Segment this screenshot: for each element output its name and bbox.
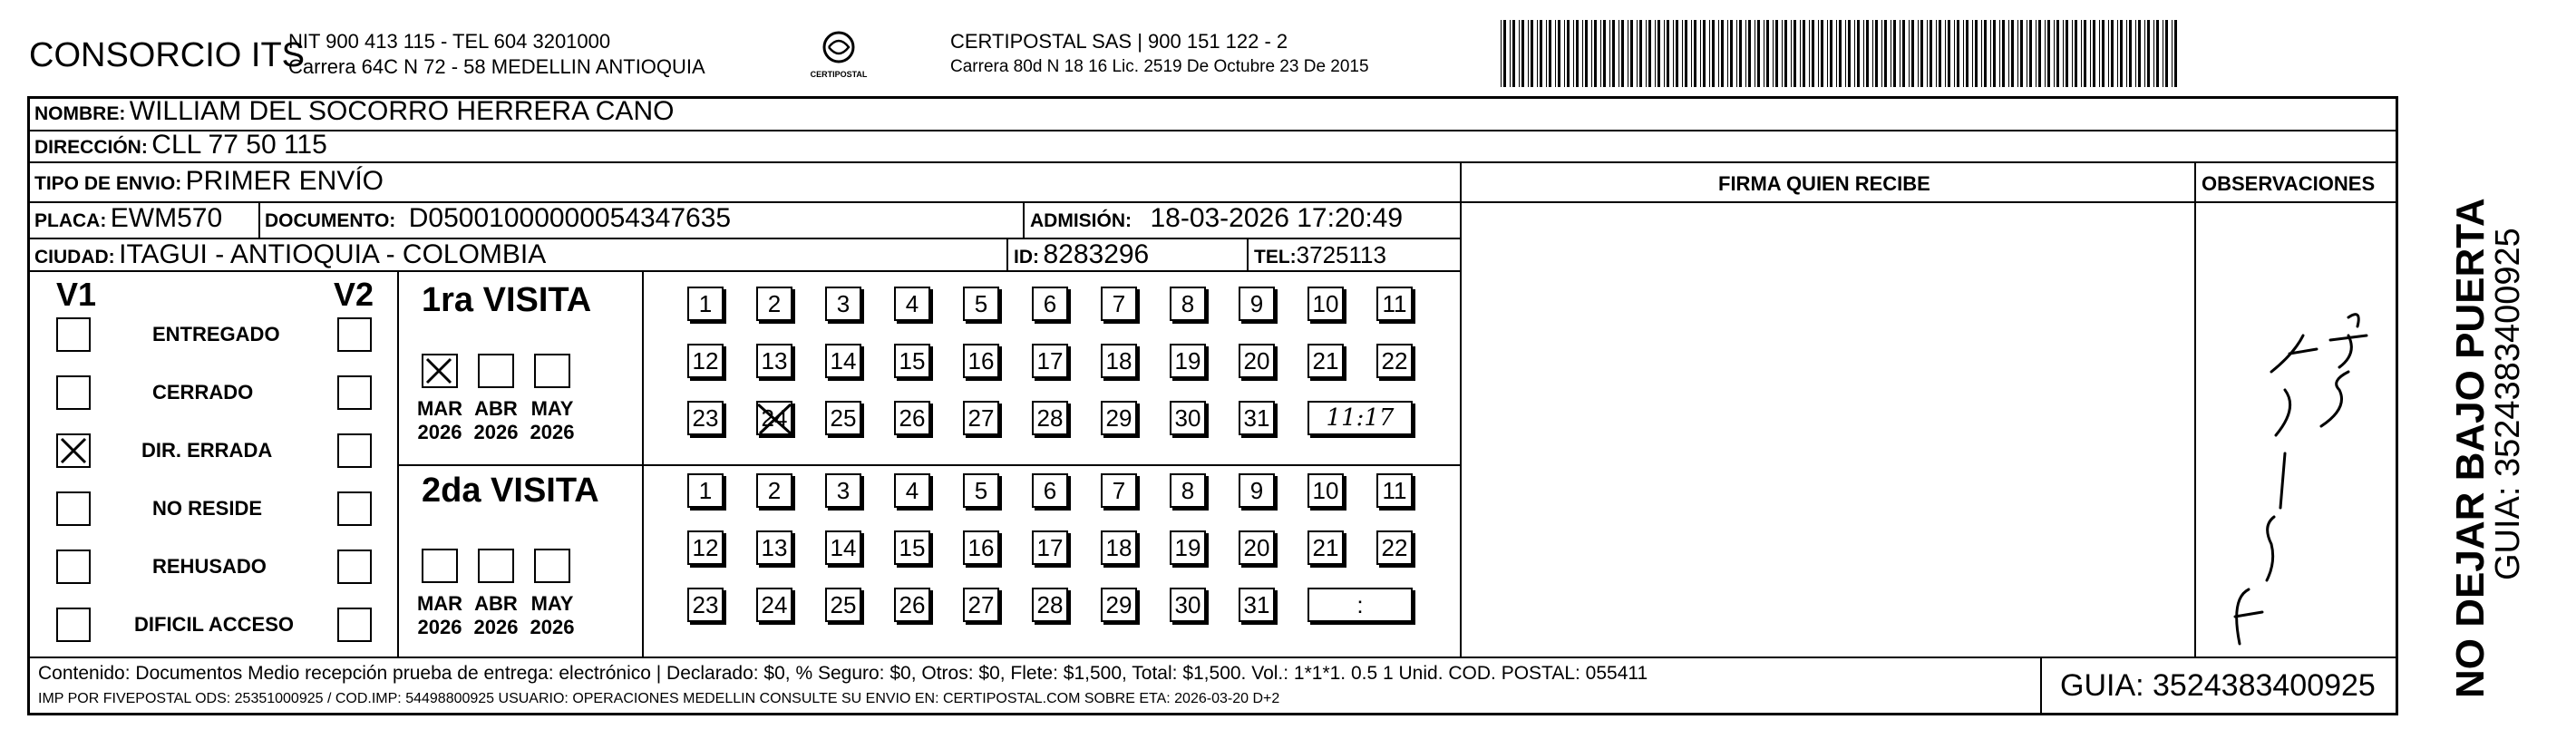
day-number: 27 xyxy=(967,590,995,618)
day-number: 18 xyxy=(1105,533,1132,561)
day-number: 19 xyxy=(1174,346,1201,374)
day-box[interactable] xyxy=(1101,473,1137,508)
tel-value: 3725113 xyxy=(1296,241,1386,268)
day-number: 13 xyxy=(761,533,788,561)
day-number: 8 xyxy=(1181,476,1195,504)
direccion-value: CLL 77 50 115 xyxy=(151,130,327,160)
row-divider xyxy=(27,130,2398,131)
day-number: 27 xyxy=(967,404,995,432)
nombre-field xyxy=(34,96,674,127)
handwritten-signature xyxy=(2212,299,2376,653)
v2-checkbox[interactable] xyxy=(337,608,372,642)
footer-divider xyxy=(27,657,2398,658)
col-divider xyxy=(397,270,399,657)
day-box[interactable] xyxy=(1239,530,1275,565)
tel-field xyxy=(1254,241,1386,269)
day-number: 5 xyxy=(974,476,988,504)
day-number: 10 xyxy=(1312,289,1339,317)
direccion-label: DIRECCIÓN: xyxy=(34,137,148,158)
v1-checkbox[interactable] xyxy=(56,433,91,468)
col-divider xyxy=(258,201,260,238)
day-number: 14 xyxy=(830,346,857,374)
day-box[interactable] xyxy=(756,473,792,508)
v1-header: V1 xyxy=(56,276,97,313)
time-value: : xyxy=(1356,590,1364,618)
day-box[interactable] xyxy=(1170,473,1206,508)
day-box[interactable] xyxy=(1032,401,1068,435)
day-box[interactable] xyxy=(1032,473,1068,508)
day-box[interactable] xyxy=(894,344,930,378)
day-box[interactable] xyxy=(894,287,930,321)
day-box[interactable] xyxy=(756,588,792,622)
day-number: 17 xyxy=(1036,533,1064,561)
certipostal-logo xyxy=(807,27,870,82)
day-box[interactable] xyxy=(1376,287,1413,321)
status-option-label: ENTREGADO xyxy=(152,323,280,345)
day-number: 30 xyxy=(1174,590,1201,618)
day-number: 2 xyxy=(767,476,782,504)
day-box[interactable] xyxy=(1376,473,1413,508)
day-number: 30 xyxy=(1174,404,1201,432)
ciudad-value: ITAGUI - ANTIOQUIA - COLOMBIA xyxy=(119,239,547,269)
day-number: 23 xyxy=(692,404,719,432)
day-number: 5 xyxy=(974,289,988,317)
day-box[interactable] xyxy=(687,588,724,622)
day-number: 22 xyxy=(1381,346,1408,374)
day-box[interactable] xyxy=(1376,530,1413,565)
month-year: 2026 xyxy=(473,421,519,443)
day-box[interactable] xyxy=(687,473,724,508)
side-guia: GUIA: 3524383400925 xyxy=(2489,228,2527,580)
month-checkbox[interactable] xyxy=(478,354,514,388)
company-name: CONSORCIO ITS xyxy=(29,36,306,74)
day-number: 26 xyxy=(899,590,926,618)
day-box[interactable] xyxy=(894,401,930,435)
certipostal-info xyxy=(950,29,1369,80)
month-checkbox[interactable] xyxy=(422,354,458,388)
month-label xyxy=(469,592,523,639)
day-number: 31 xyxy=(1243,590,1270,618)
day-number: 12 xyxy=(692,533,719,561)
day-number: 26 xyxy=(899,404,926,432)
day-number: 1 xyxy=(698,289,713,317)
day-box[interactable] xyxy=(756,401,792,435)
day-box[interactable] xyxy=(894,588,930,622)
day-box[interactable] xyxy=(825,530,861,565)
month-name: MAR xyxy=(416,592,463,615)
v2-checkbox[interactable] xyxy=(337,491,372,526)
day-box[interactable] xyxy=(1170,588,1206,622)
month-name: MAR xyxy=(416,397,463,420)
day-box[interactable] xyxy=(1032,588,1068,622)
row-divider xyxy=(27,161,2398,163)
day-number: 29 xyxy=(1105,404,1132,432)
status-option-label: REHUSADO xyxy=(152,555,267,578)
day-box[interactable] xyxy=(687,287,724,321)
v1-checkbox[interactable] xyxy=(56,317,91,352)
day-box[interactable] xyxy=(1032,530,1068,565)
day-box[interactable] xyxy=(894,530,930,565)
month-year: 2026 xyxy=(530,421,575,443)
month-label xyxy=(413,592,467,639)
cert-line: CERTIPOSTAL SAS | 900 151 122 - 2 xyxy=(950,30,1288,53)
col-divider xyxy=(1023,201,1025,238)
day-box[interactable] xyxy=(687,530,724,565)
col-divider xyxy=(642,270,644,657)
col-divider xyxy=(1247,238,1249,270)
day-box[interactable] xyxy=(1170,344,1206,378)
day-number: 20 xyxy=(1243,533,1270,561)
day-number: 28 xyxy=(1036,590,1064,618)
time-box[interactable] xyxy=(1307,588,1413,622)
col-divider xyxy=(1460,161,1462,657)
ciudad-label: CIUDAD: xyxy=(34,247,115,268)
day-number: 1 xyxy=(698,476,713,504)
tel-label: TEL: xyxy=(1254,247,1297,268)
row-divider xyxy=(27,270,1460,272)
day-number: 31 xyxy=(1243,404,1270,432)
v2-checkbox[interactable] xyxy=(337,433,372,468)
ciudad-field xyxy=(34,239,546,270)
admision-value: 18-03-2026 17:20:49 xyxy=(1150,203,1404,233)
day-number: 22 xyxy=(1381,533,1408,561)
day-box[interactable] xyxy=(1170,287,1206,321)
day-number: 10 xyxy=(1312,476,1339,504)
day-number: 24 xyxy=(761,404,788,432)
day-box[interactable] xyxy=(687,344,724,378)
month-label xyxy=(525,397,579,444)
day-box[interactable] xyxy=(1307,530,1344,565)
day-box[interactable] xyxy=(963,530,999,565)
v1-checkbox[interactable] xyxy=(56,550,91,584)
day-number: 11 xyxy=(1382,476,1407,504)
day-box[interactable] xyxy=(894,473,930,508)
day-box[interactable] xyxy=(1239,344,1275,378)
documento-field xyxy=(265,203,731,234)
month-label xyxy=(469,397,523,444)
day-box[interactable] xyxy=(1101,530,1137,565)
day-number: 21 xyxy=(1312,533,1339,561)
day-number: 6 xyxy=(1043,476,1057,504)
month-label xyxy=(413,397,467,444)
day-box[interactable] xyxy=(1101,401,1137,435)
day-box[interactable] xyxy=(963,588,999,622)
day-box[interactable] xyxy=(825,473,861,508)
day-number: 19 xyxy=(1174,533,1201,561)
company-address: Carrera 64C N 72 - 58 MEDELLIN ANTIOQUIA xyxy=(288,55,705,78)
visit-divider xyxy=(399,464,1460,466)
day-number: 7 xyxy=(1112,289,1126,317)
day-number: 29 xyxy=(1105,590,1132,618)
month-name: ABR xyxy=(474,592,518,615)
admision-label: ADMISIÓN: xyxy=(1030,210,1132,231)
day-box[interactable] xyxy=(1307,473,1344,508)
day-box[interactable] xyxy=(825,588,861,622)
status-option-label: CERRADO xyxy=(152,381,254,404)
v1-checkbox[interactable] xyxy=(56,375,91,410)
firma-header: FIRMA QUIEN RECIBE xyxy=(1718,172,1930,195)
id-value: 8283296 xyxy=(1043,239,1150,269)
admision-field xyxy=(1030,203,1403,234)
day-number: 25 xyxy=(830,404,857,432)
day-box[interactable] xyxy=(963,473,999,508)
day-number: 8 xyxy=(1181,289,1195,317)
status-option-label: DIR. ERRADA xyxy=(141,439,273,462)
visit2-title: 2da VISITA xyxy=(422,472,599,510)
status-option-label: NO RESIDE xyxy=(152,497,263,520)
tipo-field xyxy=(34,166,384,197)
day-box[interactable] xyxy=(1239,287,1275,321)
day-number: 6 xyxy=(1043,289,1057,317)
direccion-field xyxy=(34,130,327,160)
company-nit xyxy=(288,29,705,80)
day-box[interactable] xyxy=(1170,530,1206,565)
month-year: 2026 xyxy=(417,616,462,638)
day-box[interactable] xyxy=(756,344,792,378)
id-label: ID: xyxy=(1014,247,1039,268)
nombre-label: NOMBRE: xyxy=(34,103,126,124)
tipo-value: PRIMER ENVÍO xyxy=(185,166,384,196)
month-label xyxy=(525,592,579,639)
day-number: 20 xyxy=(1243,346,1270,374)
day-box[interactable] xyxy=(1239,401,1275,435)
day-number: 16 xyxy=(967,346,995,374)
day-number: 25 xyxy=(830,590,857,618)
day-number: 16 xyxy=(967,533,995,561)
nit-line: NIT 900 413 115 - TEL 604 3201000 xyxy=(288,30,611,53)
day-box[interactable] xyxy=(825,344,861,378)
day-box[interactable] xyxy=(963,344,999,378)
visit1-title: 1ra VISITA xyxy=(422,281,592,319)
day-box[interactable] xyxy=(1032,287,1068,321)
documento-label: DOCUMENTO: xyxy=(265,210,396,231)
day-number: 21 xyxy=(1312,346,1339,374)
day-box[interactable] xyxy=(1307,344,1344,378)
guia-number: GUIA: 3524383400925 xyxy=(2060,668,2376,703)
logo-text: CERTIPOSTAL xyxy=(810,70,868,79)
month-checkbox[interactable] xyxy=(534,354,570,388)
placa-label: PLACA: xyxy=(34,210,107,231)
v2-checkbox[interactable] xyxy=(337,317,372,352)
day-number: 23 xyxy=(692,590,719,618)
day-box[interactable] xyxy=(1239,588,1275,622)
day-number: 14 xyxy=(830,533,857,561)
time-box[interactable] xyxy=(1307,401,1413,435)
day-box[interactable] xyxy=(687,401,724,435)
observaciones-header: OBSERVACIONES xyxy=(2202,172,2376,195)
day-number: 18 xyxy=(1105,346,1132,374)
month-checkbox[interactable] xyxy=(478,549,514,583)
month-year: 2026 xyxy=(417,421,462,443)
id-field xyxy=(1014,239,1149,270)
day-number: 3 xyxy=(836,289,851,317)
day-box[interactable] xyxy=(963,401,999,435)
day-box[interactable] xyxy=(1101,287,1137,321)
placa-value: EWM570 xyxy=(110,203,223,233)
day-box[interactable] xyxy=(1101,344,1137,378)
row-divider xyxy=(1460,201,2398,203)
v2-checkbox[interactable] xyxy=(337,375,372,410)
day-box[interactable] xyxy=(1170,401,1206,435)
month-name: MAY xyxy=(530,397,574,420)
day-number: 24 xyxy=(761,590,788,618)
month-checkbox[interactable] xyxy=(534,549,570,583)
day-number: 4 xyxy=(905,289,919,317)
time-value: 11:17 xyxy=(1326,404,1395,432)
v2-checkbox[interactable] xyxy=(337,550,372,584)
day-number: 2 xyxy=(767,289,782,317)
day-number: 15 xyxy=(899,533,926,561)
col-divider xyxy=(2040,657,2042,715)
nombre-value: WILLIAM DEL SOCORRO HERRERA CANO xyxy=(129,96,675,126)
v2-header: V2 xyxy=(334,276,374,313)
day-number: 11 xyxy=(1382,289,1407,317)
day-number: 9 xyxy=(1249,289,1264,317)
day-box[interactable] xyxy=(1239,473,1275,508)
month-name: MAY xyxy=(530,592,574,615)
day-number: 4 xyxy=(905,476,919,504)
footer-contents: Contenido: Documentos Medio recepción prueba de entrega: electrónico | Declarado: $0, % Seguro: $0, Otros: $0, Flete: $1,500, Total: $1,500. Vol.: 1*1*1. 0.5 1 Unid. COD. POSTAL: 055411 xyxy=(38,663,1648,684)
barcode xyxy=(1501,20,2181,87)
day-number: 9 xyxy=(1249,476,1264,504)
day-box[interactable] xyxy=(756,287,792,321)
footer-print-info: IMP POR FIVEPOSTAL ODS: 25351000925 / COD.IMP: 54498800925 USUARIO: OPERACIONES MEDELLIN CONSULTE SU ENVIO EN: CERTIPOSTAL.COM SOBRE ETA: 2026-03-20 D+2 xyxy=(38,691,1280,706)
month-year: 2026 xyxy=(530,616,575,638)
day-number: 12 xyxy=(692,346,719,374)
month-name: ABR xyxy=(474,397,518,420)
day-box[interactable] xyxy=(1307,287,1344,321)
day-number: 28 xyxy=(1036,404,1064,432)
month-checkbox[interactable] xyxy=(422,549,458,583)
day-number: 7 xyxy=(1112,476,1126,504)
tipo-label: TIPO DE ENVIO: xyxy=(34,173,182,194)
cert-address: Carrera 80d N 18 16 Lic. 2519 De Octubre 23 De 2015 xyxy=(950,57,1369,76)
day-number: 13 xyxy=(761,346,788,374)
status-option-label: DIFICIL ACCESO xyxy=(134,613,295,636)
col-divider xyxy=(2194,161,2196,657)
day-box[interactable] xyxy=(1032,344,1068,378)
day-box[interactable] xyxy=(1376,344,1413,378)
placa-field xyxy=(34,203,222,234)
col-divider xyxy=(1006,238,1008,270)
month-year: 2026 xyxy=(473,616,519,638)
day-box[interactable] xyxy=(963,287,999,321)
day-number: 15 xyxy=(899,346,926,374)
day-number: 17 xyxy=(1036,346,1064,374)
day-box[interactable] xyxy=(825,401,861,435)
day-number: 3 xyxy=(836,476,851,504)
day-box[interactable] xyxy=(1101,588,1137,622)
v1-checkbox[interactable] xyxy=(56,608,91,642)
v1-checkbox[interactable] xyxy=(56,491,91,526)
day-box[interactable] xyxy=(825,287,861,321)
side-warning: NO DEJAR BAJO PUERTA xyxy=(2448,198,2493,698)
documento-value: D05001000000054347635 xyxy=(408,203,732,233)
day-box[interactable] xyxy=(756,530,792,565)
